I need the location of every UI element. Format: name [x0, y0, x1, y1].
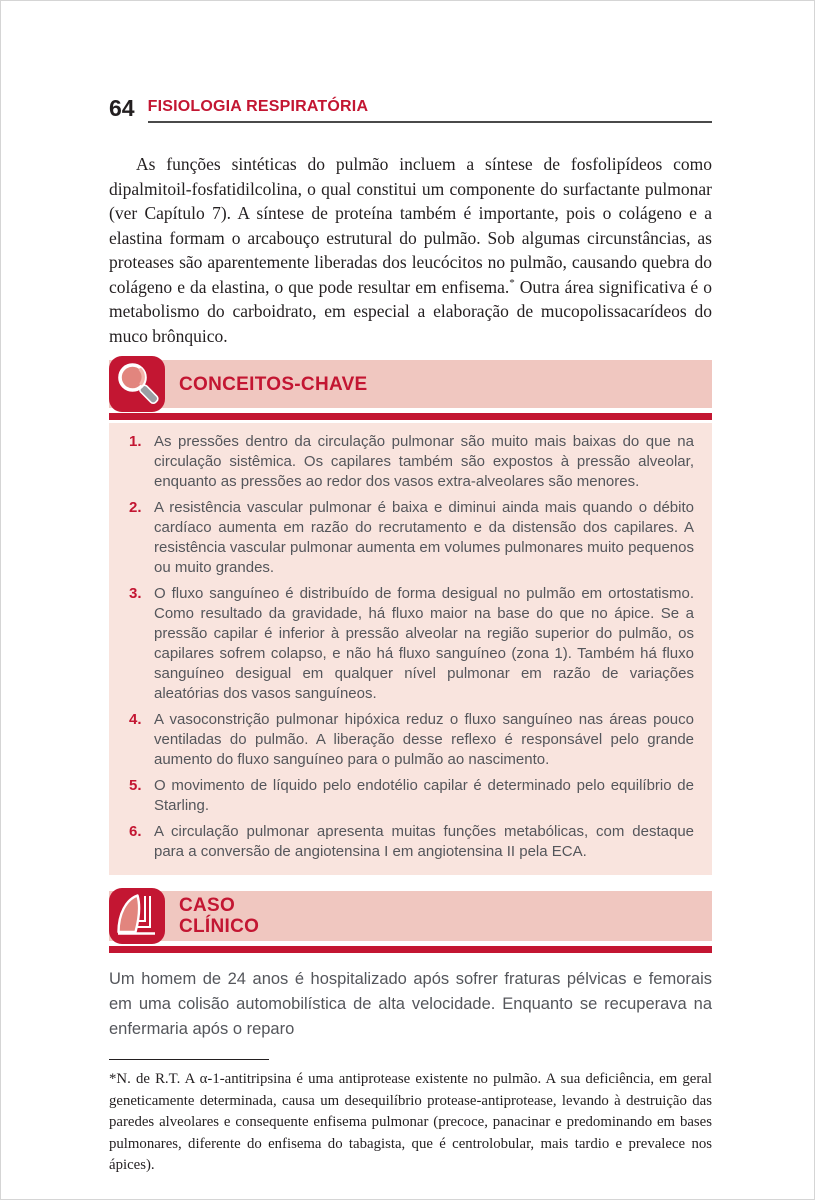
concept-item [129, 776, 694, 816]
concept-number: 3. [129, 585, 142, 602]
intro-part2: Outra área significativa é o metabolismo do carboidrato, em especial a elaboração de mucopolissacarídeos do muco brônquico. [109, 276, 712, 346]
concept-item [129, 584, 694, 704]
header-rule [148, 98, 712, 123]
concept-text: A resistência vascular pulmonar é baixa e diminui ainda mais quando o débito cardíaco aumenta em razão do recrutamento e da distensão dos capilares. A resistência vascular pulmonar aumenta em volumes pulmonares muito pequenos ou muito grandes. [154, 499, 694, 576]
clinical-case-section [109, 891, 712, 953]
key-concepts-rule [109, 413, 712, 420]
page-header [109, 97, 712, 123]
clinical-case-paragraph: Um homem de 24 anos é hospitalizado após sofrer fraturas pélvicas e femorais em uma colisão automobilística de alta velocidade. Enquanto se recuperava na enfermaria após o reparo [109, 970, 712, 1038]
magnifier-icon [109, 356, 165, 412]
key-concepts-section [109, 360, 712, 875]
clinical-case-title-line1: CASO [179, 895, 236, 916]
concept-number: 5. [129, 777, 142, 794]
footnote-marker: * [509, 276, 515, 289]
concept-text: A vasoconstrição pulmonar hipóxica reduz o fluxo sanguíneo nas áreas pouco ventiladas do pulmão. A liberação desse reflexo é responsável pelo grande aumento do fluxo sanguíneo para o pulmão ao nascimento. [154, 711, 694, 768]
concept-text: O movimento de líquido pelo endotélio capilar é determinado pelo equilíbrio de Starling. [154, 777, 694, 814]
lung-icon [109, 888, 165, 944]
clinical-case-rule [109, 946, 712, 953]
key-concepts-box [109, 423, 712, 875]
key-concepts-title: CONCEITOS-CHAVE [179, 373, 368, 395]
concept-number: 6. [129, 823, 142, 840]
concept-number: 4. [129, 711, 142, 728]
page-number: 64 [109, 95, 135, 121]
running-head: FISIOLOGIA RESPIRATÓRIA [147, 98, 369, 115]
concept-item [129, 432, 694, 492]
clinical-case-title-line2: CLÍNICO [179, 916, 260, 937]
concept-number: 2. [129, 499, 142, 516]
concept-text: As pressões dentro da circulação pulmonar são muito mais baixas do que na circulação sistêmica. Os capilares também são expostos à pressão alveolar, enquanto as pressões ao redor dos vasos extra-alveolares são menores. [154, 433, 694, 490]
footnote-text: *N. de R.T. A α-1-antitripsina é uma antiprotease existente no pulmão. A sua deficiência, em geral geneticamente determinada, causa um desequilíbrio protease-antiprotease, levando à destruição das paredes alveolares e consequente enfisema pulmonar (precoce, panacinar e predominando em bases pulmonares, diferente do enfisema do tabagista, que é centrolobular, mais tardio e prevalece nos ápices). [109, 1071, 712, 1173]
concept-item [129, 710, 694, 770]
footnote-separator [109, 1059, 269, 1060]
concept-text: O fluxo sanguíneo é distribuído de forma desigual no pulmão em ortostatismo. Como resultado da gravidade, há fluxo maior na base do que no ápice. Se a pressão capilar é inferior à pressão alveolar na região superior do pulmão, os capilares sofrem colapso, e não há fluxo sanguíneo (zona 1). Também há fluxo sanguíneo desigual em qualquer nível pulmonar em razão de variações aleatórias dos vasos sanguíneos. [154, 585, 694, 702]
concept-item [129, 822, 694, 862]
concept-item [129, 498, 694, 578]
intro-part1: As funções sintéticas do pulmão incluem a síntese de fosfolipídeos como dipalmitoil-fosfatidilcolina, o qual constitui um componente do surfactante pulmonar (ver Capítulo 7). A síntese de proteína também é importante, pois o colágeno e a elastina formam o arcabouço estrutural do pulmão. Sob algumas circunstâncias, as proteases são aparentemente liberadas dos leucócitos no pulmão, causando quebra do colágeno e da elastina, o que pode resultar em enfisema. [109, 154, 712, 297]
key-concepts-banner [109, 360, 712, 408]
clinical-case-banner [109, 891, 712, 941]
concept-text: A circulação pulmonar apresenta muitas funções metabólicas, com destaque para a conversão de angiotensina I em angiotensina II pela ECA. [154, 823, 694, 860]
intro-paragraph [109, 152, 712, 348]
clinical-case-title [179, 895, 259, 937]
concept-number: 1. [129, 433, 142, 450]
